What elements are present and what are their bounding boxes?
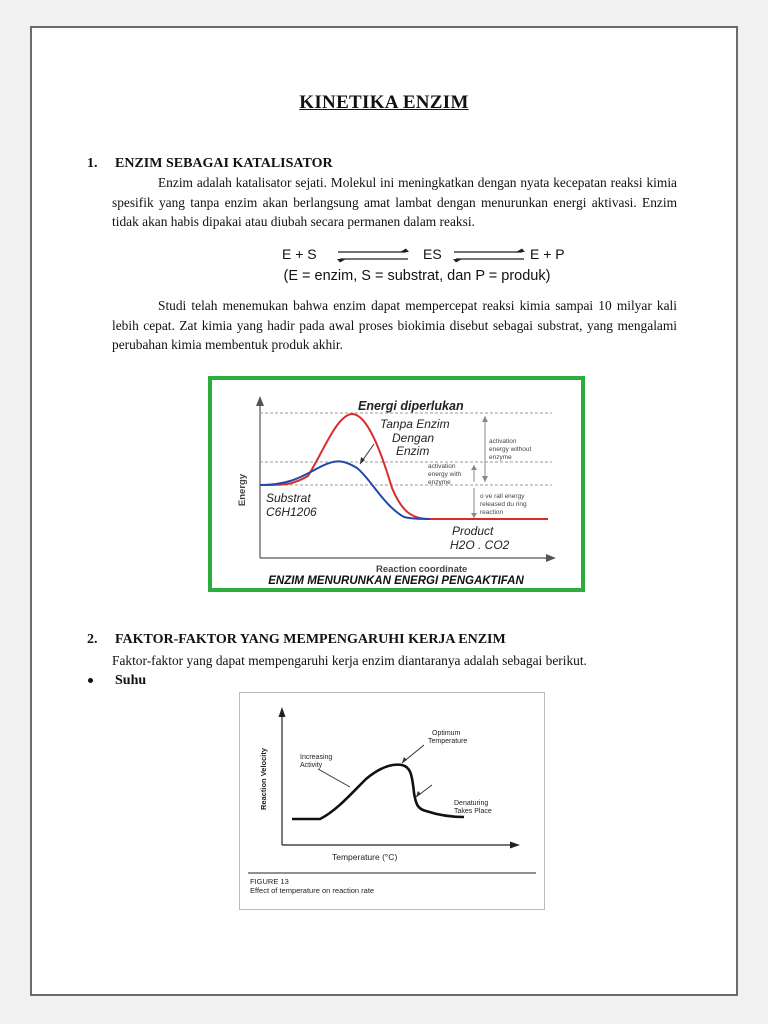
- section-2-number: 2.: [87, 632, 98, 647]
- equation-complex: ES: [423, 246, 442, 262]
- section-2-paragraph: Faktor-faktor yang dapat mempengaruhi kerja enzim diantaranya adalah sebagai berikut.: [112, 653, 587, 668]
- equilibrium-arrow-1-icon: [336, 247, 410, 265]
- figure-2-caption-2: Effect of temperature on reaction rate: [250, 886, 375, 895]
- section-1-number: 1.: [87, 156, 98, 171]
- energy-diagram-svg: [212, 380, 581, 588]
- label-substrate: Substrat: [266, 491, 311, 505]
- note-without-3: enzyme: [489, 454, 512, 461]
- figure-energy-diagram: [208, 376, 585, 592]
- note-overall-3: reaction: [480, 509, 504, 516]
- x-axis-label: Temperature (°C): [332, 852, 398, 862]
- section-2-title: FAKTOR-FAKTOR YANG MEMPENGARUHI KERJA ENZIM: [115, 632, 506, 647]
- section-1-title: ENZIM SEBAGAI KATALISATOR: [115, 156, 333, 171]
- label-with-enzyme-2: Enzim: [396, 444, 430, 458]
- document-page: [30, 26, 738, 996]
- reaction-velocity-curve: [292, 765, 464, 819]
- label-denaturing-1: Denaturing: [454, 800, 489, 807]
- equation-row: [252, 246, 582, 266]
- label-optimum-2: Temperature: [428, 738, 468, 745]
- note-with-3: enzyme: [428, 479, 451, 486]
- bullet-dot-icon: [88, 678, 93, 683]
- label-denaturing-2: Takes Place: [454, 808, 492, 815]
- reaction-equation: [252, 246, 582, 284]
- label-without-enzyme: Tanpa Enzim: [380, 417, 450, 431]
- equation-products: E + P: [530, 246, 565, 262]
- document-title: KINETIKA ENZIM: [299, 92, 469, 113]
- y-axis-label: Energy: [237, 473, 248, 507]
- equation-legend: (E = enzim, S = substrat, dan P = produk): [283, 268, 551, 284]
- label-substrate-formula: C6H1206: [266, 505, 317, 519]
- figure-1-caption: ENZIM MENURUNKAN ENERGI PENGAKTIFAN: [268, 575, 524, 587]
- label-product: Product: [452, 524, 494, 538]
- x-axis-label: Reaction coordinate: [376, 564, 468, 575]
- figure-temperature-chart: [239, 692, 545, 910]
- equilibrium-arrow-2-icon: [452, 247, 526, 265]
- section-1-paragraph-2: Studi telah menemukan bahwa enzim dapat mempercepat reaksi kimia sampai 10 milyar kali lebih cepat. Zat kimia yang hadir pada awal proses biokimia disebut sebagai substrat, yang mengalami perubahan kimia membentuk produk akhir.: [112, 298, 677, 352]
- label-increasing-2: Activity: [300, 762, 323, 769]
- equation-reactants: E + S: [282, 246, 317, 262]
- section-1-heading: [87, 156, 333, 172]
- label-with-enzyme-1: Dengan: [392, 431, 435, 445]
- note-without-2: energy without: [489, 446, 532, 453]
- note-with-1: activation: [428, 463, 456, 470]
- section-1-paragraph-1: Enzim adalah katalisator sejati. Molekul ini meningkatkan dengan nyata kecepatan reaksi kimia spesifik yang tanpa enzim akan berlangsung amat lambat dengan menurunkan energi aktivasi. Enzim tidak akan habis dipakai atau diubah secara permanen dalam reaksi.: [112, 175, 677, 229]
- label-increasing-1: Increasing: [300, 754, 333, 761]
- temperature-chart-svg: [240, 693, 544, 909]
- section-2-heading: [87, 632, 506, 648]
- note-without-1: activation: [489, 438, 517, 445]
- label-energy-needed: Energi diperlukan: [358, 399, 464, 413]
- figure-2-caption-1: FIGURE 13: [250, 877, 289, 886]
- y-axis-label: Reaction Velocity: [259, 747, 268, 811]
- note-with-2: energy with: [428, 471, 462, 478]
- bullet-item: [88, 673, 146, 689]
- label-optimum-1: Optimum: [432, 730, 461, 737]
- bullet-label: Suhu: [115, 673, 147, 688]
- note-overall-2: released du ring: [480, 501, 527, 508]
- label-product-formula: H2O . CO2: [450, 538, 510, 552]
- note-overall-1: o ve rall energy: [480, 493, 525, 500]
